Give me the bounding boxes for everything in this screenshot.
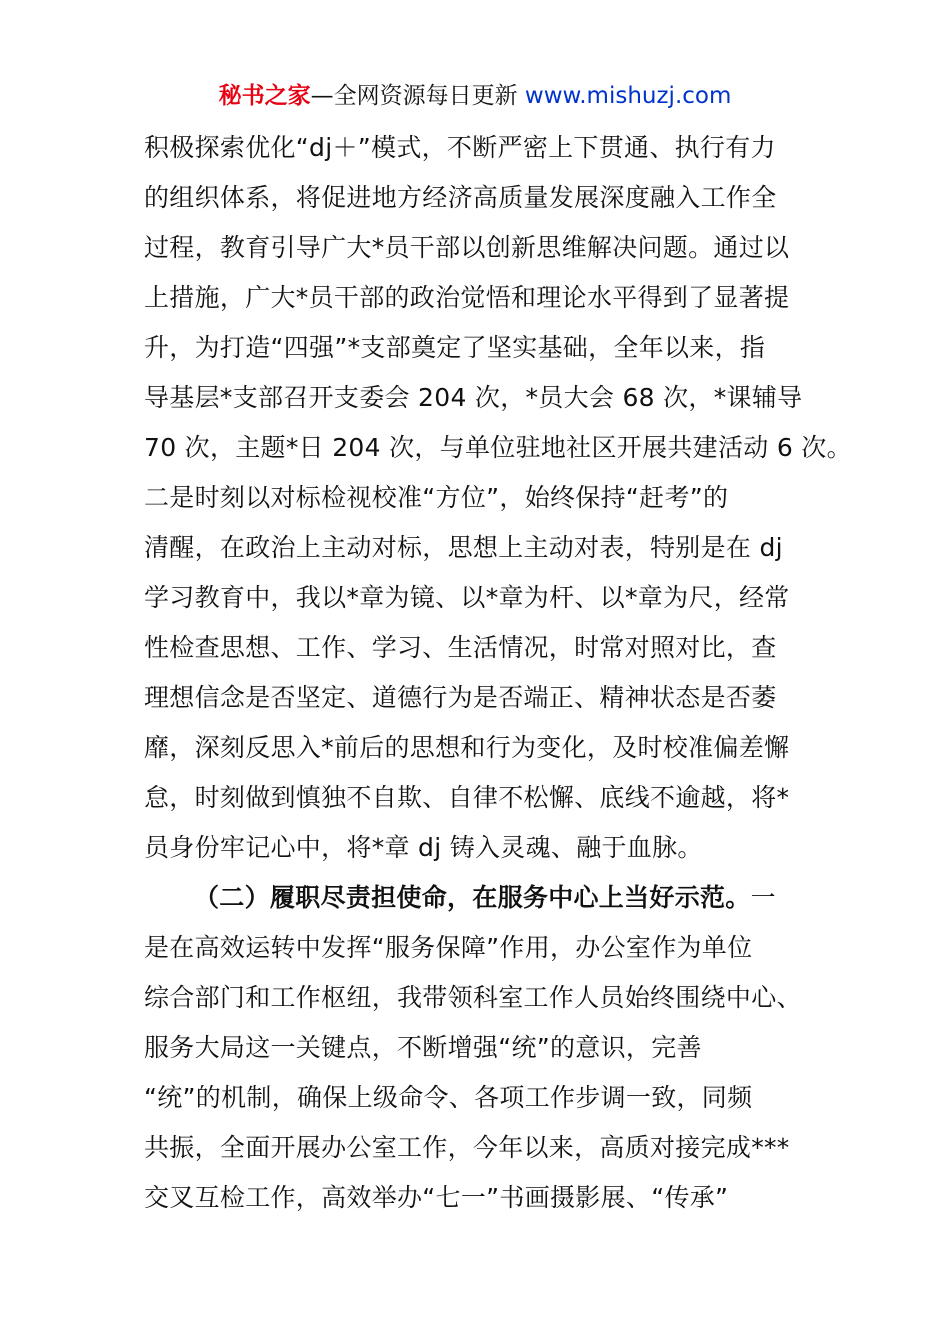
document-body [144, 128, 852, 1228]
section-heading: （二）履职尽责担使命，在服务中心上当好示范。 [194, 883, 751, 912]
text-line: 是在高效运转中发挥“服务保障”作用，办公室作为单位 [144, 933, 753, 962]
header-tagline: —全网资源每日更新 [310, 83, 525, 109]
text-line: 员身份牢记心中，将*章 dj 铸入灵魂、融于血脉。 [144, 833, 703, 862]
text-line: 过程，教育引导广大*员干部以创新思维解决问题。通过以 [144, 233, 790, 262]
text-line: 性检查思想、工作、学习、生活情况，时常对照对比，查 [144, 633, 777, 662]
text-line: 交叉互检工作，高效举办“七一”书画摄影展、“传承” [144, 1183, 729, 1212]
text-line: 理想信念是否坚定、道德行为是否端正、精神状态是否萎 [144, 683, 777, 712]
text-line: 怠，时刻做到慎独不自欺、自律不松懈、底线不逾越，将* [144, 783, 790, 812]
text-line: 共振，全面开展办公室工作，今年以来，高质对接完成*** [144, 1133, 790, 1162]
text-line: 70 次，主题*日 204 次，与单位驻地社区开展共建活动 6 次。 [144, 433, 852, 462]
text-line: 服务大局这一关键点，不断增强“统”的意识，完善 [144, 1033, 702, 1062]
text-line: “统”的机制，确保上级命令、各项工作步调一致，同频 [144, 1083, 753, 1112]
text-line: 积极探索优化“dj＋”模式，不断严密上下贯通、执行有力 [144, 133, 776, 162]
section-heading-line [144, 878, 824, 928]
section-heading-tail: 一 [750, 883, 776, 912]
text-line: 升，为打造“四强”*支部奠定了坚实基础，全年以来，指 [144, 333, 766, 362]
text-line: 二是时刻以对标检视校准“方位”，始终保持“赶考”的 [144, 483, 729, 512]
site-brand: 秘书之家 [218, 83, 311, 109]
page-header [0, 78, 950, 114]
text-line: 学习教育中，我以*章为镜、以*章为杆、以*章为尺，经常 [144, 583, 790, 612]
text-line: 的组织体系，将促进地方经济高质量发展深度融入工作全 [144, 183, 777, 212]
text-line: 上措施，广大*员干部的政治觉悟和理论水平得到了显著提 [144, 283, 790, 312]
header-url[interactable]: www.mishuzj.com [524, 83, 732, 109]
text-line: 导基层*支部召开支委会 204 次，*员大会 68 次，*课辅导 [144, 383, 803, 412]
text-line: 清醒，在政治上主动对标，思想上主动对表，特别是在 dj [144, 533, 783, 562]
text-line: 综合部门和工作枢纽，我带领科室工作人员始终围绕中心、 [144, 983, 802, 1012]
text-line: 靡，深刻反思入*前后的思想和行为变化，及时校准偏差懈 [144, 733, 790, 762]
